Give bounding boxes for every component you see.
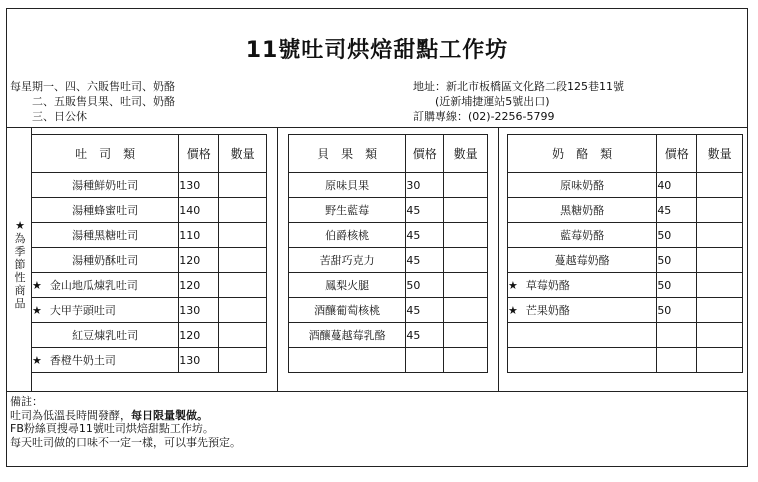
quantity-field[interactable]: [444, 223, 488, 248]
notes-line: FB粉絲頁搜尋11號吐司烘焙甜點工作坊。: [10, 422, 214, 435]
quantity-field[interactable]: [219, 223, 267, 248]
qty-header: 數量: [444, 135, 488, 173]
toast-table: [31, 134, 267, 373]
schedule: [10, 79, 175, 124]
notes-emphasis: 每日限量製做。: [131, 408, 208, 422]
qty-header: 數量: [697, 135, 743, 173]
table-row: [289, 223, 488, 248]
item-name-cell: [508, 298, 657, 323]
item-name: [508, 323, 657, 348]
item-name: 芒果奶酪: [525, 304, 570, 317]
quantity-field[interactable]: [697, 223, 743, 248]
quantity-field[interactable]: [697, 348, 743, 373]
notes-text: 吐司為低溫長時間發酵，: [10, 408, 131, 422]
quantity-field[interactable]: [219, 348, 267, 373]
item-name: 原味貝果: [289, 173, 406, 198]
quantity-field[interactable]: [444, 273, 488, 298]
table-row: [32, 298, 267, 323]
item-name-cell: [508, 273, 657, 298]
item-price: 50: [657, 223, 697, 248]
table-row: [32, 198, 267, 223]
schedule-line: 三、日公休: [10, 110, 87, 123]
item-price: 50: [657, 273, 697, 298]
table-row: [32, 273, 267, 298]
item-price: 110: [179, 223, 219, 248]
item-price: 45: [406, 323, 444, 348]
table-row: [508, 223, 743, 248]
item-price: 50: [406, 273, 444, 298]
notes-line: 每天吐司做的口味不一定一樣，可以事先預定。: [10, 435, 241, 449]
table-row: [289, 348, 488, 373]
item-price: 120: [179, 323, 219, 348]
divider: [498, 127, 499, 391]
item-name: 黑糖奶酪: [508, 198, 657, 223]
item-name: 湯種鮮奶吐司: [32, 173, 179, 198]
quantity-field[interactable]: [444, 348, 488, 373]
quantity-field[interactable]: [219, 323, 267, 348]
table-row: [289, 198, 488, 223]
contact-info: [413, 79, 624, 124]
item-name: 草莓奶酪: [525, 279, 570, 292]
item-price: 45: [406, 223, 444, 248]
notes: [10, 395, 241, 449]
divider: [7, 127, 747, 128]
notes-line: [10, 409, 241, 423]
item-name: 湯種奶酥吐司: [32, 248, 179, 273]
phone: 訂購專線：(02)-2256-5799: [413, 110, 555, 123]
table-row: [508, 348, 743, 373]
item-name: 野生藍莓: [289, 198, 406, 223]
price-header: 價格: [657, 135, 697, 173]
table-row: [32, 248, 267, 273]
table-row: [508, 323, 743, 348]
item-name: 湯種黑糖吐司: [32, 223, 179, 248]
seasonal-star-icon: ★: [32, 304, 42, 317]
item-name: 藍莓奶酪: [508, 223, 657, 248]
item-price: 45: [406, 298, 444, 323]
item-price: 50: [657, 248, 697, 273]
item-name: 鳳梨火腿: [289, 273, 406, 298]
quantity-field[interactable]: [219, 248, 267, 273]
item-name: 香橙牛奶土司: [49, 354, 116, 367]
item-name: 大甲芋頭吐司: [49, 304, 116, 317]
table-row: [508, 198, 743, 223]
table-row: [289, 273, 488, 298]
quantity-field[interactable]: [697, 273, 743, 298]
table-row: [289, 173, 488, 198]
quantity-field[interactable]: [697, 298, 743, 323]
item-price: 130: [179, 348, 219, 373]
table-row: [32, 173, 267, 198]
item-name-cell: [32, 348, 179, 373]
quantity-field[interactable]: [697, 173, 743, 198]
shop-title: 11號吐司烘焙甜點工作坊: [245, 38, 509, 63]
toast-header: 吐 司 類: [32, 135, 179, 173]
item-name: 酒釀蔓越莓乳酪: [289, 323, 406, 348]
item-price: 130: [179, 298, 219, 323]
item-name: 金山地瓜煉乳吐司: [49, 279, 138, 292]
item-name: 紅豆煉乳吐司: [32, 323, 179, 348]
quantity-field[interactable]: [219, 173, 267, 198]
table-row: [32, 323, 267, 348]
item-price: 45: [657, 198, 697, 223]
divider: [7, 391, 747, 392]
quantity-field[interactable]: [444, 248, 488, 273]
quantity-field[interactable]: [697, 198, 743, 223]
table-row: [508, 248, 743, 273]
quantity-field[interactable]: [219, 298, 267, 323]
table-row: [32, 223, 267, 248]
price-header: 價格: [406, 135, 444, 173]
table-row: [289, 323, 488, 348]
quantity-field[interactable]: [444, 298, 488, 323]
item-price: [406, 348, 444, 373]
item-name: 伯爵核桃: [289, 223, 406, 248]
notes-label: 備註：: [10, 395, 43, 408]
table-row: [508, 273, 743, 298]
schedule-line: 每星期一、四、六販售吐司、奶酪: [10, 80, 175, 93]
item-name: 湯種蜂蜜吐司: [32, 198, 179, 223]
item-name: 蔓越莓奶酪: [508, 248, 657, 273]
table-row: [32, 348, 267, 373]
item-price: 30: [406, 173, 444, 198]
quantity-field[interactable]: [219, 198, 267, 223]
item-price: [657, 323, 697, 348]
quantity-field[interactable]: [444, 198, 488, 223]
item-name: 酒釀葡萄核桃: [289, 298, 406, 323]
item-price: 130: [179, 173, 219, 198]
seasonal-star-icon: ★: [508, 304, 518, 317]
item-price: [657, 348, 697, 373]
qty-header: 數量: [219, 135, 267, 173]
seasonal-star-icon: ★: [32, 354, 42, 367]
item-price: 120: [179, 273, 219, 298]
table-row: [289, 248, 488, 273]
quantity-field[interactable]: [697, 323, 743, 348]
seasonal-note: ★為季節性商品: [14, 219, 26, 310]
table-row: [289, 298, 488, 323]
quantity-field[interactable]: [697, 248, 743, 273]
pudding-table: [507, 134, 743, 373]
seasonal-star-icon: ★: [32, 279, 42, 292]
item-price: 120: [179, 248, 219, 273]
item-price: 40: [657, 173, 697, 198]
seasonal-star-icon: ★: [508, 279, 518, 292]
item-name-cell: [32, 298, 179, 323]
item-price: 50: [657, 298, 697, 323]
address: 地址：新北市板橋區文化路二段125巷11號: [413, 80, 624, 93]
item-name: 苦甜巧克力: [289, 248, 406, 273]
pudding-header: 奶 酪 類: [508, 135, 657, 173]
bagel-table: [288, 134, 488, 373]
item-name-cell: [32, 273, 179, 298]
item-price: 45: [406, 198, 444, 223]
quantity-field[interactable]: [444, 173, 488, 198]
address-note: (近新埔捷運站5號出口): [413, 95, 550, 108]
order-form: [6, 8, 748, 467]
item-name: [289, 348, 406, 373]
item-name: [508, 348, 657, 373]
price-header: 價格: [179, 135, 219, 173]
schedule-line: 二、五販售貝果、吐司、奶酪: [10, 95, 175, 108]
divider: [277, 127, 278, 391]
item-price: 140: [179, 198, 219, 223]
table-row: [508, 173, 743, 198]
item-name: 原味奶酪: [508, 173, 657, 198]
bagel-header: 貝 果 類: [289, 135, 406, 173]
quantity-field[interactable]: [444, 323, 488, 348]
item-price: 45: [406, 248, 444, 273]
quantity-field[interactable]: [219, 273, 267, 298]
table-row: [508, 298, 743, 323]
